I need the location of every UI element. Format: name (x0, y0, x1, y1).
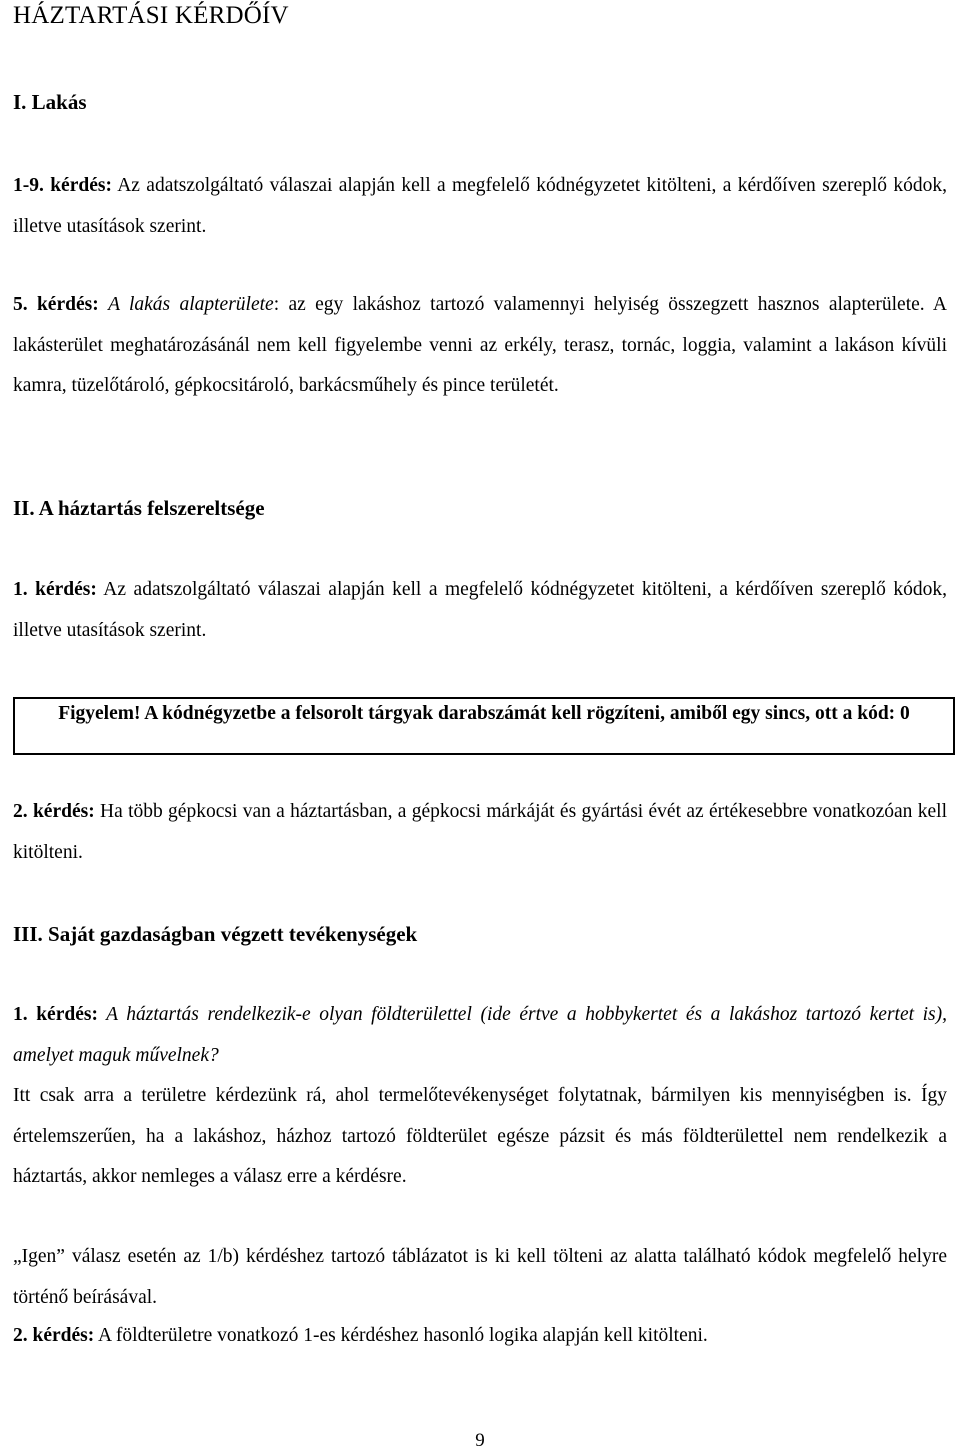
paragraph-q2-foldterulet (13, 1316, 947, 1357)
italic-question: A háztartás rendelkezik-e olyan földterülettel (ide értve a hobbykertet és a lakáshoz tartozó kertet is), amelyet maguk művelnek? (13, 1004, 947, 1066)
paragraph-text: Az adatszolgáltató válaszai alapján kell a megfelelő kódnégyzetet kitölteni, a kérdőíven szereplő kódok, illetve utasítások szerint. (13, 579, 947, 641)
section-heading-lakas: I. Lakás (13, 90, 87, 114)
section-heading-gazdasag: III. Saját gazdaságban végzett tevékenységek (13, 922, 418, 946)
question-label: 2. kérdés: (13, 1325, 95, 1346)
paragraph-q5 (13, 285, 947, 407)
question-label: 2. kérdés: (13, 801, 95, 822)
section-heading-felszereltseg: II. A háztartás felszereltsége (13, 496, 265, 520)
paragraph-explanation: Itt csak arra a területre kérdezünk rá, ahol termelőtevékenységet folytatnak, bármilyen kis mennyiségben is. Így értelemszerűen, ha a lakáshoz, házhoz tartozó földterület egésze pázsit és más földterülettel nem rendelkezik a háztartás, akkor nemleges a válasz erre a kérdésre. (13, 1085, 947, 1187)
paragraph-text: Ha több gépkocsi van a háztartásban, a gépkocsi márkáját és gyártási évét az értékesebbre vonatkozóan kell kitölteni. (13, 801, 947, 863)
question-label: 1. kérdés: (13, 579, 97, 600)
paragraph-text: A földterületre vonatkozó 1-es kérdéshez hasonló logika alapján kell kitölteni. (94, 1325, 708, 1346)
paragraph-q1-9 (13, 166, 947, 247)
paragraph-q1-felszereltseg (13, 570, 947, 651)
question-label: 5. kérdés: (13, 294, 99, 315)
paragraph-q2-gepkocsi (13, 792, 947, 873)
document-title: HÁZTARTÁSI KÉRDŐÍV (13, 2, 289, 29)
notice-box: Figyelem! A kódnégyzetbe a felsorolt tárgyak darabszámát kell rögzíteni, amiből egy sincs, ott a kód: 0 (13, 697, 955, 755)
paragraph-text: Az adatszolgáltató válaszai alapján kell a megfelelő kódnégyzetet kitölteni, a kérdőíven szereplő kódok, illetve utasítások szerint. (13, 175, 947, 237)
question-label: 1-9. kérdés: (13, 175, 112, 196)
paragraph-q1-foldterulet (13, 995, 947, 1076)
paragraph-igen: „Igen” válasz esetén az 1/b) kérdéshez tartozó táblázatot is ki kell tölteni az alatta található kódok megfelelő helyre történő beírásával. (13, 1246, 947, 1308)
paragraph-text: : az egy lakáshoz tartozó valamennyi helyiség összegzett hasznos alapterülete. A lakásterület meghatározásánál nem kell figyelembe venni az erkély, terasz, tornác, loggia, valamint a lakáson kívüli kamra, tüzelőtároló, gépkocsitároló, barkácsműhely és pince területét. (13, 294, 948, 396)
question-label: 1. kérdés: (13, 1004, 98, 1025)
page-number: 9 (475, 1430, 485, 1451)
italic-term: A lakás alapterülete (108, 294, 274, 315)
